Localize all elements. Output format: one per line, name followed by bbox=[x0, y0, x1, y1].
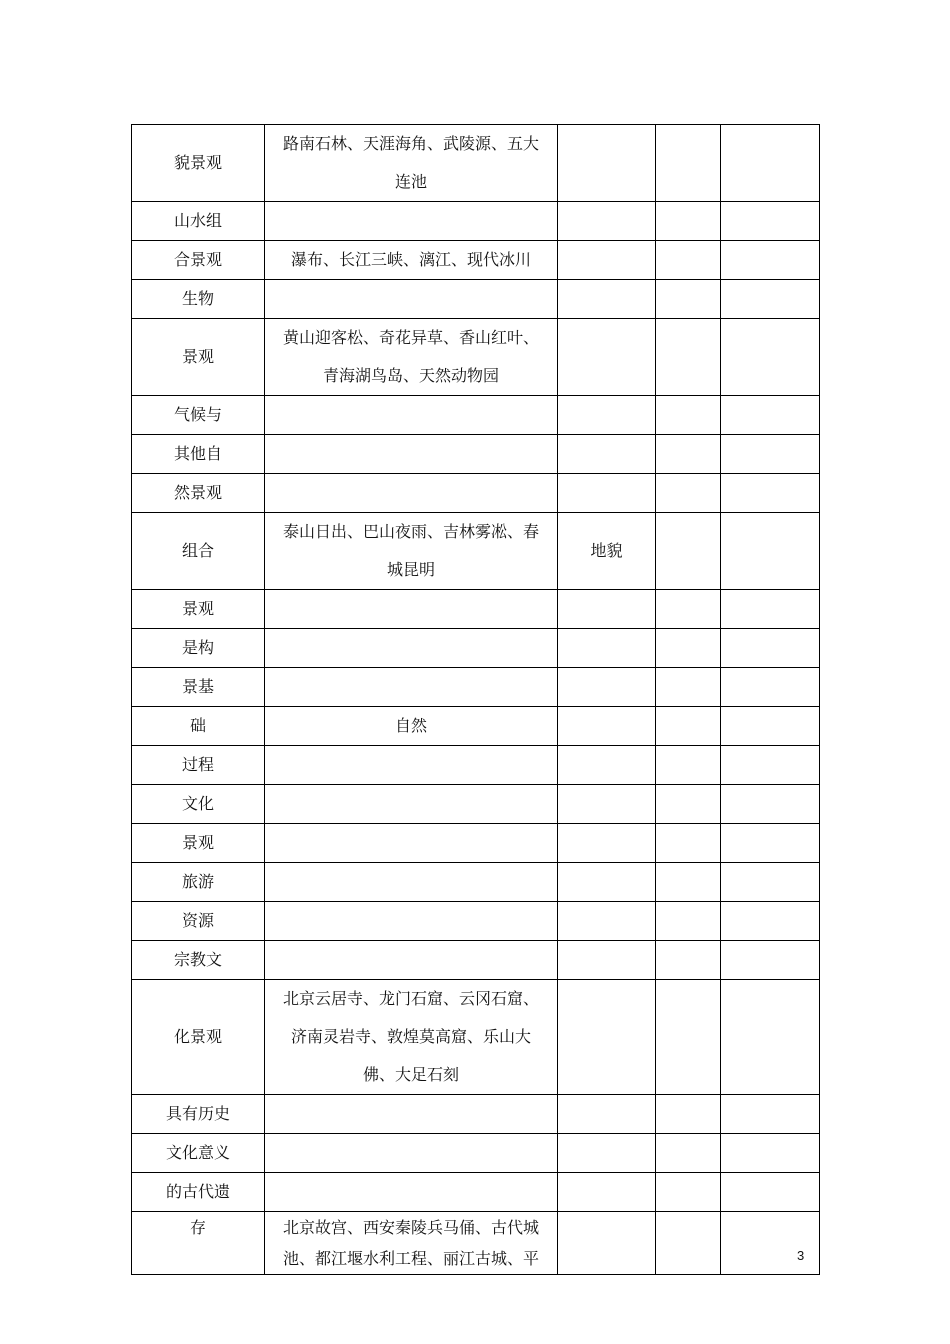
table-row bbox=[132, 902, 820, 941]
table-row bbox=[132, 396, 820, 435]
table-cell-col3 bbox=[558, 629, 656, 668]
table-cell-col2 bbox=[265, 1095, 558, 1134]
table-row bbox=[132, 590, 820, 629]
table-row bbox=[132, 824, 820, 863]
table-cell-col1: 存 bbox=[132, 1212, 265, 1275]
table-cell-col2 bbox=[265, 1173, 558, 1212]
table-cell-col1: 化景观 bbox=[132, 980, 265, 1095]
table-cell-col2: 自然 bbox=[265, 707, 558, 746]
table-row bbox=[132, 319, 820, 396]
table-cell-col5 bbox=[721, 202, 820, 241]
table-cell-col4 bbox=[656, 980, 721, 1095]
table-row bbox=[132, 513, 820, 590]
table-cell-col4 bbox=[656, 941, 721, 980]
table-cell-col3 bbox=[558, 125, 656, 202]
table-row bbox=[132, 863, 820, 902]
table-cell-col2: 路南石林、天涯海角、武陵源、五大连池 bbox=[265, 125, 558, 202]
table-cell-col4 bbox=[656, 1095, 721, 1134]
table-cell-col3 bbox=[558, 241, 656, 280]
table-cell-col2 bbox=[265, 474, 558, 513]
table-cell-col2 bbox=[265, 941, 558, 980]
table-cell-col3 bbox=[558, 1095, 656, 1134]
table-cell-col5 bbox=[721, 746, 820, 785]
table-cell-col4 bbox=[656, 590, 721, 629]
table-cell-col5 bbox=[721, 980, 820, 1095]
table-cell-col2 bbox=[265, 785, 558, 824]
table-cell-col2: 黄山迎客松、奇花异草、香山红叶、青海湖鸟岛、天然动物园 bbox=[265, 319, 558, 396]
table-row bbox=[132, 941, 820, 980]
table-cell-col1: 础 bbox=[132, 707, 265, 746]
table-cell-col3 bbox=[558, 202, 656, 241]
table-cell-col5 bbox=[721, 1173, 820, 1212]
table-cell-col2 bbox=[265, 629, 558, 668]
table-cell-col2 bbox=[265, 280, 558, 319]
table-cell-col2 bbox=[265, 863, 558, 902]
table-cell-col2 bbox=[265, 746, 558, 785]
table-cell-col4 bbox=[656, 746, 721, 785]
table-cell-col5 bbox=[721, 941, 820, 980]
table-cell-col4 bbox=[656, 474, 721, 513]
table-row bbox=[132, 980, 820, 1095]
table-cell-col1: 生物 bbox=[132, 280, 265, 319]
table-row bbox=[132, 241, 820, 280]
table-cell-col1: 貌景观 bbox=[132, 125, 265, 202]
table-cell-col3 bbox=[558, 319, 656, 396]
table-cell-col2 bbox=[265, 202, 558, 241]
table-cell-col1: 景观 bbox=[132, 319, 265, 396]
table-cell-col1: 然景观 bbox=[132, 474, 265, 513]
table-cell-col4 bbox=[656, 241, 721, 280]
table-cell-col3 bbox=[558, 1134, 656, 1173]
table-cell-col1: 的古代遗 bbox=[132, 1173, 265, 1212]
table-cell-col2: 北京故宫、西安秦陵兵马俑、古代城池、都江堰水利工程、丽江古城、平 bbox=[265, 1212, 558, 1275]
table-cell-col3 bbox=[558, 1212, 656, 1275]
table-cell-col5 bbox=[721, 668, 820, 707]
table-cell-col5 bbox=[721, 474, 820, 513]
table-cell-col4 bbox=[656, 1212, 721, 1275]
table-cell-col5 bbox=[721, 824, 820, 863]
table-cell-col3 bbox=[558, 785, 656, 824]
table-cell-col4 bbox=[656, 202, 721, 241]
table-row bbox=[132, 629, 820, 668]
table-cell-col4 bbox=[656, 1134, 721, 1173]
table-cell-col2: 北京云居寺、龙门石窟、云冈石窟、济南灵岩寺、敦煌莫高窟、乐山大佛、大足石刻 bbox=[265, 980, 558, 1095]
table-cell-col3 bbox=[558, 396, 656, 435]
table-row bbox=[132, 435, 820, 474]
table-cell-col5 bbox=[721, 1212, 820, 1275]
table-cell-col1: 宗教文 bbox=[132, 941, 265, 980]
table-cell-col4 bbox=[656, 396, 721, 435]
table-cell-col1: 文化意义 bbox=[132, 1134, 265, 1173]
table-cell-col2: 瀑布、长江三峡、漓江、现代冰川 bbox=[265, 241, 558, 280]
table-cell-col3: 地貌 bbox=[558, 513, 656, 590]
table-cell-col3 bbox=[558, 1173, 656, 1212]
table-cell-col3 bbox=[558, 824, 656, 863]
table-cell-col1: 是构 bbox=[132, 629, 265, 668]
table-cell-col5 bbox=[721, 319, 820, 396]
table-cell-col3 bbox=[558, 863, 656, 902]
table-row bbox=[132, 1095, 820, 1134]
table-cell-col3 bbox=[558, 280, 656, 319]
table-row bbox=[132, 1212, 820, 1275]
table-cell-col3 bbox=[558, 707, 656, 746]
table-row bbox=[132, 202, 820, 241]
table-cell-col4 bbox=[656, 125, 721, 202]
table-cell-col4 bbox=[656, 668, 721, 707]
table-cell-col2 bbox=[265, 1134, 558, 1173]
table-cell-col2 bbox=[265, 396, 558, 435]
table-cell-col1: 组合 bbox=[132, 513, 265, 590]
table-cell-col4 bbox=[656, 1173, 721, 1212]
table-cell-col4 bbox=[656, 863, 721, 902]
table-row bbox=[132, 746, 820, 785]
table-body bbox=[132, 125, 820, 1275]
table-cell-col5 bbox=[721, 513, 820, 590]
table-cell-col5 bbox=[721, 241, 820, 280]
table-cell-col5 bbox=[721, 902, 820, 941]
table-cell-col4 bbox=[656, 280, 721, 319]
table-row bbox=[132, 707, 820, 746]
table-cell-col3 bbox=[558, 941, 656, 980]
table-cell-col2 bbox=[265, 590, 558, 629]
table-cell-col5 bbox=[721, 1095, 820, 1134]
table-cell-col2 bbox=[265, 668, 558, 707]
table-cell-col5 bbox=[721, 629, 820, 668]
table-cell-col3 bbox=[558, 746, 656, 785]
table-cell-col1: 合景观 bbox=[132, 241, 265, 280]
table-cell-col5 bbox=[721, 863, 820, 902]
table-cell-col5 bbox=[721, 125, 820, 202]
table-cell-col3 bbox=[558, 902, 656, 941]
table-cell-col2: 泰山日出、巴山夜雨、吉林雾凇、春城昆明 bbox=[265, 513, 558, 590]
table-row bbox=[132, 668, 820, 707]
table-cell-col2 bbox=[265, 435, 558, 474]
table-cell-col5 bbox=[721, 396, 820, 435]
table-cell-col5 bbox=[721, 1134, 820, 1173]
table-cell-col5 bbox=[721, 280, 820, 319]
content-table bbox=[131, 124, 820, 1275]
table-cell-col1: 资源 bbox=[132, 902, 265, 941]
table-row bbox=[132, 785, 820, 824]
table-cell-col5 bbox=[721, 590, 820, 629]
table-cell-col1: 景观 bbox=[132, 590, 265, 629]
table-cell-col4 bbox=[656, 824, 721, 863]
table-cell-col1: 景观 bbox=[132, 824, 265, 863]
table-cell-col4 bbox=[656, 785, 721, 824]
table-cell-col3 bbox=[558, 474, 656, 513]
table-row bbox=[132, 125, 820, 202]
table-cell-col4 bbox=[656, 513, 721, 590]
table-cell-col3 bbox=[558, 980, 656, 1095]
table-cell-col1: 过程 bbox=[132, 746, 265, 785]
page-number: 3 bbox=[797, 1248, 805, 1263]
table-row bbox=[132, 280, 820, 319]
table-cell-col1: 其他自 bbox=[132, 435, 265, 474]
table-cell-col1: 文化 bbox=[132, 785, 265, 824]
table-cell-col4 bbox=[656, 902, 721, 941]
table-cell-col3 bbox=[558, 668, 656, 707]
table-cell-col1: 山水组 bbox=[132, 202, 265, 241]
table-cell-col4 bbox=[656, 629, 721, 668]
table-cell-col5 bbox=[721, 435, 820, 474]
table-cell-col4 bbox=[656, 435, 721, 474]
table-cell-col3 bbox=[558, 590, 656, 629]
table-cell-col1: 气候与 bbox=[132, 396, 265, 435]
table-cell-col2 bbox=[265, 824, 558, 863]
table-row bbox=[132, 474, 820, 513]
table-cell-col5 bbox=[721, 707, 820, 746]
table-cell-col4 bbox=[656, 319, 721, 396]
table-cell-col4 bbox=[656, 707, 721, 746]
table-cell-col1: 景基 bbox=[132, 668, 265, 707]
table-row bbox=[132, 1134, 820, 1173]
table-cell-col5 bbox=[721, 785, 820, 824]
table-cell-col1: 旅游 bbox=[132, 863, 265, 902]
table-row bbox=[132, 1173, 820, 1212]
table-cell-col2 bbox=[265, 902, 558, 941]
table-cell-col1: 具有历史 bbox=[132, 1095, 265, 1134]
table-cell-col3 bbox=[558, 435, 656, 474]
